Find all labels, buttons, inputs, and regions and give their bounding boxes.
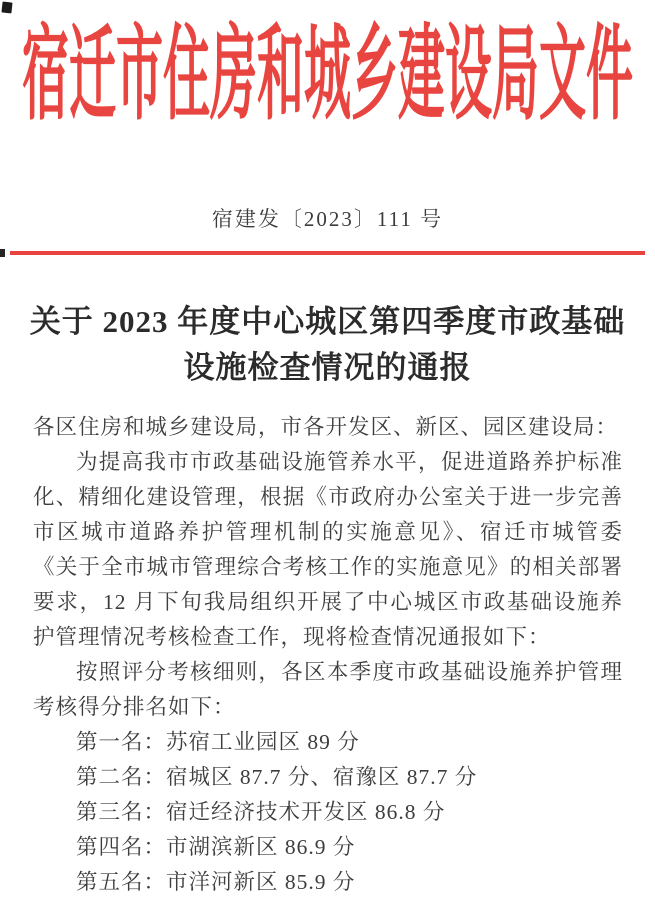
paragraph-intro: 为提高我市市政基础设施管养水平，促进道路养护标准化、精细化建设管理，根据《市政府办公室关于进一步完善市区城市道路养护管理机制的实施意见》、宿迁市城管委《关于全市城市管理综合考核工作的实施意见》的相关部署要求，12 月下旬我局组织开展了中心城区市政基础设施养护管理情况考核检查工作，现将检查情况通报如下： — [33, 450, 623, 649]
ranking-item-4: 第四名：市湖滨新区 86.9 分 — [76, 835, 356, 859]
red-separator-rule — [10, 251, 645, 255]
ranking-item-5: 第五名：市洋河新区 85.9 分 — [76, 870, 356, 894]
salutation: 各区住房和城乡建设局，市各开发区、新区、园区建设局： — [33, 415, 619, 439]
agency-masthead — [0, 8, 655, 134]
ranking-list — [33, 725, 623, 900]
ranking-item-2: 第二名：宿城区 87.7 分、宿豫区 87.7 分 — [76, 765, 478, 789]
document-body — [33, 410, 623, 900]
paragraph-ranking-lead: 按照评分考核细则，各区本季度市政基础设施养护管理考核得分排名如下： — [33, 660, 623, 719]
scan-edge-mark — [0, 249, 5, 257]
document-title-line-2: 设施检查情况的通报 — [183, 350, 472, 385]
doc-number: 宿建发〔2023〕111 号 — [211, 207, 444, 231]
document-title — [20, 299, 635, 391]
agency-masthead-text: 宿迁市住房和城乡建设局文件 — [22, 18, 633, 134]
ranking-item-1: 第一名：苏宿工业园区 89 分 — [76, 730, 360, 754]
document-title-line-1: 关于 2023 年度中心城区第四季度市政基础 — [29, 304, 626, 339]
ranking-item-3: 第三名：宿迁经济技术开发区 86.8 分 — [76, 800, 446, 824]
